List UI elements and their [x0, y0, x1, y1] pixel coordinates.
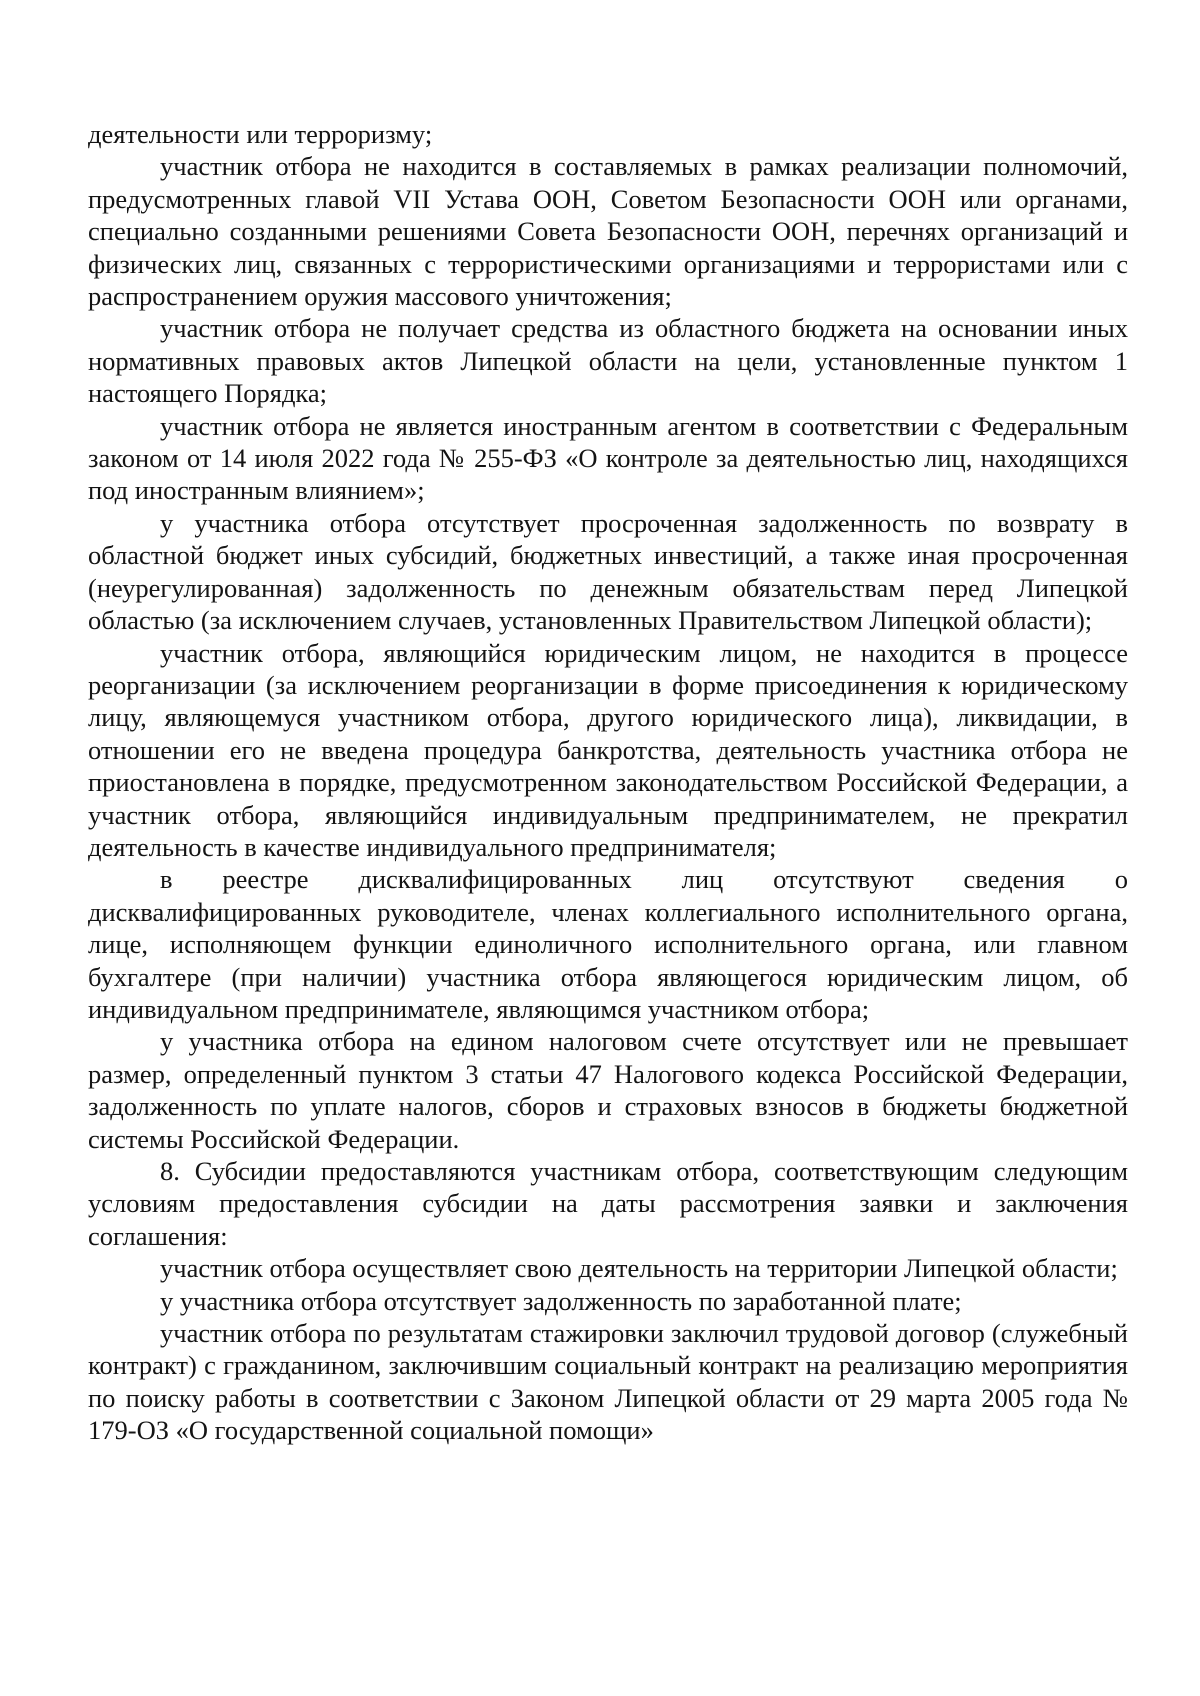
paragraph-2: участник отбора не находится в составляемых в рамках реализации полномочий, предусмотренных главой VII Устава ООН, Советом Безопасности ООН или органами, специально созданными решениями Совета Безопасности ООН, перечнях организаций и физических лиц, связанных с террористическими организациями и террористами или с распространением оружия массового уничтожения;	[88, 151, 1128, 312]
paragraph-4: участник отбора не является иностранным агентом в соответствии с Федеральным законом от 14 июля 2022 года № 255-ФЗ «О контроле за деятельностью лиц, находящихся под иностранным влиянием»;	[88, 410, 1128, 506]
paragraph-7: в реестре дисквалифицированных лиц отсутствуют сведения о дисквалифицированных руководителе, членах коллегиального исполнительного органа, лице, исполняющем функции единоличного исполнительного органа, или главном бухгалтере (при наличии) участника отбора являющегося юридическим лицом, об индивидуальном предпринимателе, являющимся участником отбора;	[88, 864, 1128, 1024]
paragraph-5: у участника отбора отсутствует просроченная задолженность по возврату в областной бюджет иных субсидий, бюджетных инвестиций, а также иная просроченная (неурегулированная) задолженность по денежным обязательствам перед Липецкой областью (за исключением случаев, установленных Правительством Липецкой области);	[88, 507, 1128, 636]
paragraph-6: участник отбора, являющийся юридическим лицом, не находится в процессе реорганизации (за исключением реорганизации в форме присоединения к юридическому лицу, являющемуся участником отбора, другого юридического лица), ликвидации, в отношении его не введена процедура банкротства, деятельность участника отбора не приостановлена в порядке, предусмотренном законодательством Российской Федерации, а участник отбора, являющийся индивидуальным предпринимателем, не прекратил деятельность в качестве индивидуального предпринимателя;	[88, 637, 1128, 862]
document-body	[88, 118, 1128, 1447]
paragraph-1: деятельности или терроризму;	[88, 119, 433, 149]
paragraph-12: участник отбора по результатам стажировки заключил трудовой договор (служебный контракт) с гражданином, заключившим социальный контракт на реализацию мероприятия по поиску работы в соответствии с Законом Липецкой области от 29 марта 2005 года № 179-ОЗ «О государственной социальной помощи»	[88, 1318, 1128, 1446]
paragraph-11: у участника отбора отсутствует задолженность по заработанной плате;	[160, 1285, 962, 1316]
paragraph-10: участник отбора осуществляет свою деятельность на территории Липецкой области;	[160, 1253, 1118, 1284]
paragraph-8: у участника отбора на едином налоговом счете отсутствует или не превышает размер, определенный пунктом 3 статьи 47 Налогового кодекса Российской Федерации, задолженность по уплате налогов, сборов и страховых взносов в бюджеты бюджетной системы Российской Федерации.	[88, 1026, 1128, 1154]
paragraph-9: 8. Субсидии предоставляются участникам отбора, соответствующим следующим условиям предоставления субсидии на даты рассмотрения заявки и заключения соглашения:	[88, 1156, 1128, 1251]
paragraph-3: участник отбора не получает средства из областного бюджета на основании иных нормативных правовых актов Липецкой области на цели, установленные пунктом 1 настоящего Порядка;	[88, 313, 1128, 409]
